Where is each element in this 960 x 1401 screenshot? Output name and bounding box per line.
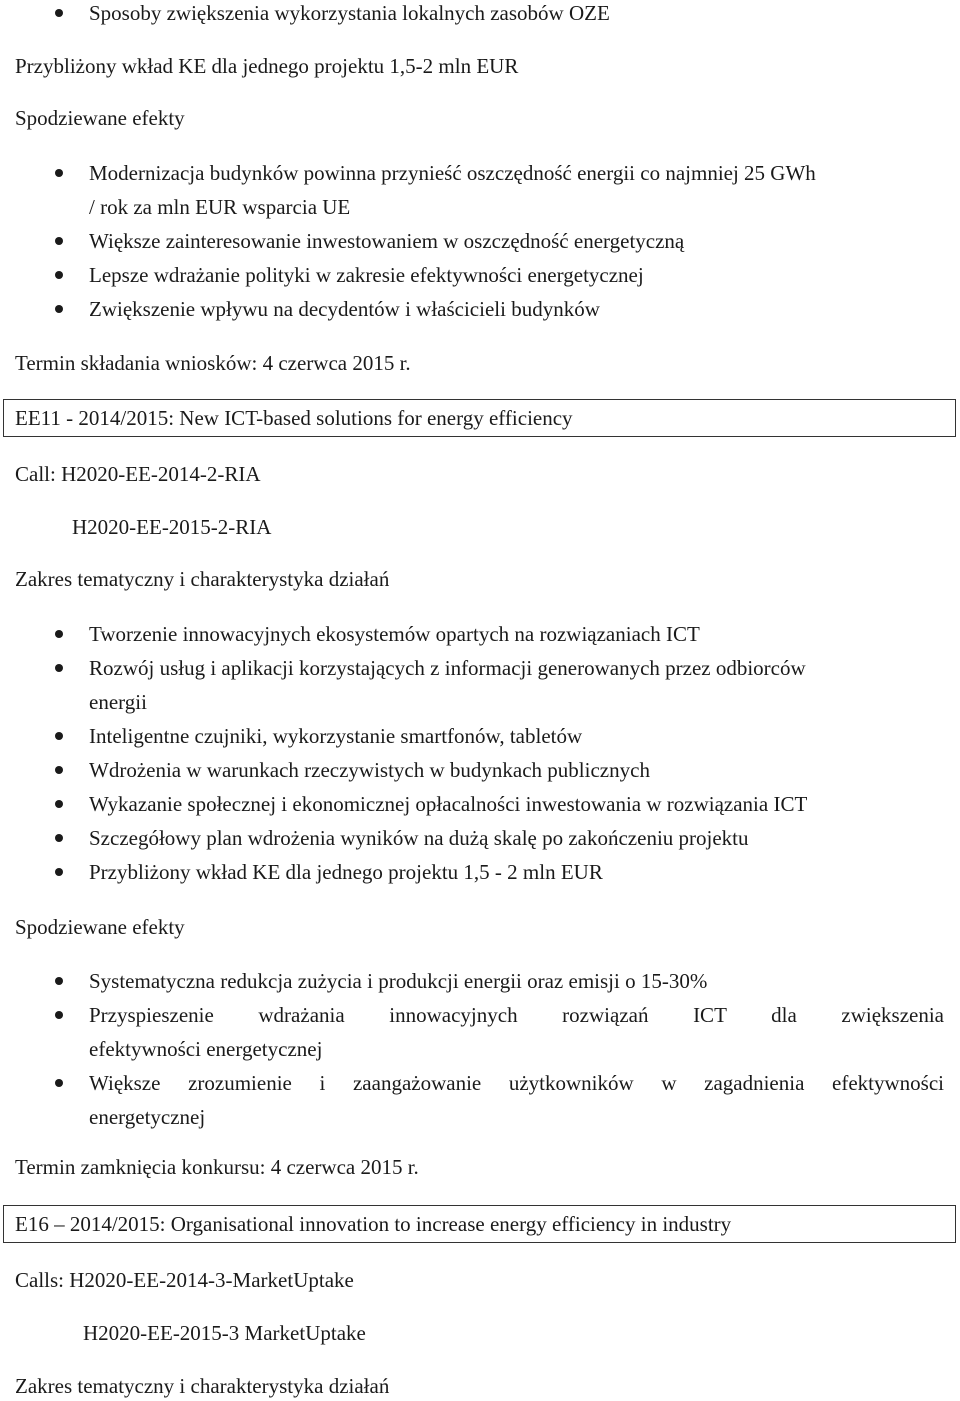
list-item-text: Przybliżony wkład KE dla jednego projektu 1,5 - 2 mln EUR: [89, 860, 603, 884]
section-heading: Spodziewane efekty: [15, 106, 185, 130]
list-item: [89, 998, 944, 1032]
bullet-icon: [55, 1079, 63, 1087]
bullet-icon: [55, 834, 63, 842]
list-item: [89, 258, 944, 292]
section-heading: Spodziewane efekty: [15, 915, 185, 939]
topic-title-box: [3, 399, 956, 437]
list-item: [89, 292, 944, 326]
list-item: [89, 964, 944, 998]
list-item-text: Wdrożenia w warunkach rzeczywistych w budynkach publicznych: [89, 758, 650, 782]
topic-title: EE11 - 2014/2015: New ICT-based solutions for energy efficiency: [15, 406, 573, 430]
topic-title: E16 – 2014/2015: Organisational innovation to increase energy efficiency in industry: [15, 1212, 732, 1236]
list-item-text: Szczegółowy plan wdrożenia wyników na dużą skalę po zakończeniu projektu: [89, 826, 749, 850]
bullet-icon: [55, 9, 63, 17]
list-item-text: Modernizacja budynków powinna przynieść oszczędność energii co najmniej 25 GWh: [89, 161, 816, 185]
list-item-text: Lepsze wdrażanie polityki w zakresie efektywności energetycznej: [89, 263, 644, 287]
bullet-icon: [55, 169, 63, 177]
list-item-continuation: [89, 1032, 944, 1066]
section-heading: Zakres tematyczny i charakterystyka działań: [15, 1374, 390, 1398]
list-item-text: Sposoby zwiększenia wykorzystania lokalnych zasobów OZE: [89, 1, 610, 25]
list-item: [89, 156, 944, 190]
bullet-icon: [55, 977, 63, 985]
list-item: [89, 0, 944, 30]
bullet-icon: [55, 630, 63, 638]
section-heading: Zakres tematyczny i charakterystyka działań: [15, 567, 390, 591]
list-item-text: Inteligentne czujniki, wykorzystanie smartfonów, tabletów: [89, 724, 583, 748]
list-item-text: Tworzenie innowacyjnych ekosystemów opartych na rozwiązaniach ICT: [89, 622, 700, 646]
bullet-icon: [55, 1011, 63, 1019]
list-item-text: / rok za mln EUR wsparcia UE: [89, 195, 351, 219]
bullet-icon: [55, 664, 63, 672]
list-item-text: Wykazanie społecznej i ekonomicznej opłacalności inwestowania w rozwiązania ICT: [89, 792, 808, 816]
bullet-icon: [55, 237, 63, 245]
list-item: [89, 1066, 944, 1100]
deadline-text: Termin zamknięcia konkursu: 4 czerwca 2015 r.: [15, 1155, 419, 1179]
bullet-icon: [55, 868, 63, 876]
list-item: [89, 651, 944, 685]
list-item: [89, 855, 944, 889]
bullet-icon: [55, 766, 63, 774]
list-item-continuation: [89, 685, 944, 719]
list-item: [89, 719, 944, 753]
list-item: [89, 617, 944, 651]
bullet-icon: [55, 305, 63, 313]
topic-title-box: [3, 1205, 956, 1243]
list-item-text: Rozwój usług i aplikacji korzystających z informacji generowanych przez odbiorców: [89, 656, 806, 680]
list-item-text: energetycznej: [89, 1105, 206, 1129]
contribution-text: Przybliżony wkład KE dla jednego projektu 1,5-2 mln EUR: [15, 54, 519, 78]
call-identifier: H2020-EE-2015-3 MarketUptake: [83, 1321, 366, 1345]
list-item-text: Systematyczna redukcja zużycia i produkcji energii oraz emisji o 15-30%: [89, 969, 708, 993]
list-item-text: Przyspieszenie wdrażania innowacyjnych rozwiązań ICT dla zwiększenia: [89, 1003, 944, 1027]
list-item: [89, 224, 944, 258]
list-item: [89, 787, 944, 821]
list-item-text: efektywności energetycznej: [89, 1037, 323, 1061]
list-item-continuation: [89, 190, 944, 224]
list-item-continuation: [89, 1100, 944, 1134]
list-item-text: Większe zrozumienie i zaangażowanie użytkowników w zagadnienia efektywności: [89, 1071, 944, 1095]
bullet-icon: [55, 271, 63, 279]
list-item: [89, 753, 944, 787]
call-identifier: Call: H2020-EE-2014-2-RIA: [15, 462, 261, 486]
list-item-text: Większe zainteresowanie inwestowaniem w oszczędność energetyczną: [89, 229, 685, 253]
deadline-text: Termin składania wniosków: 4 czerwca 2015 r.: [15, 351, 411, 375]
list-item: [89, 821, 944, 855]
list-item-text: energii: [89, 690, 147, 714]
bullet-icon: [55, 800, 63, 808]
bullet-icon: [55, 732, 63, 740]
list-item-text: Zwiększenie wpływu na decydentów i właścicieli budynków: [89, 297, 600, 321]
call-identifier: H2020-EE-2015-2-RIA: [72, 515, 272, 539]
call-identifier: Calls: H2020-EE-2014-3-MarketUptake: [15, 1268, 354, 1292]
